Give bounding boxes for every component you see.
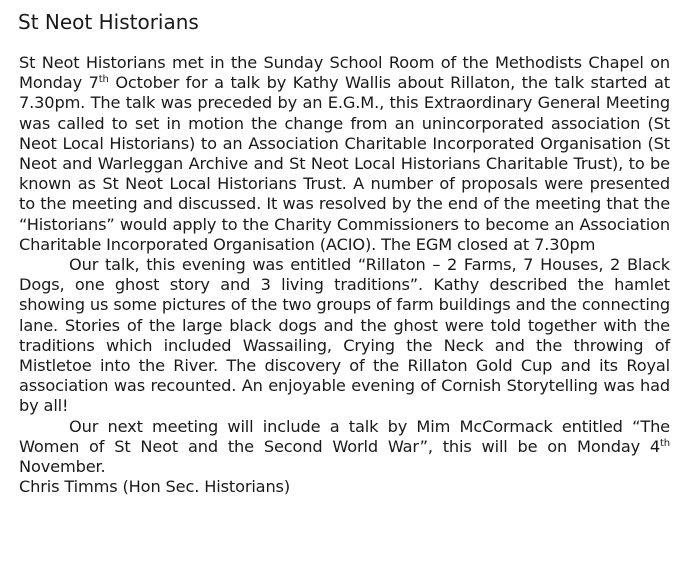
paragraph-text: November. <box>19 457 106 477</box>
paragraph-talk-summary: Our talk, this evening was entitled “Rillaton – 2 Farms, 7 Houses, 2 Black Dogs, one ghost story and 3 living traditions”. Kathy described the hamlet showing us some pictures of the two groups of farm buildings and the connecting lane. Stories of the large black dogs and the ghost were told together with the traditions which included Wassailing, Crying the Neck and the throwing of Mistletoe into the River. The discovery of the Rillaton Gold Cup and its Royal association was recounted. An enjoyable evening of Cornish Storytelling was had by all! <box>19 255 670 416</box>
paragraph-text: October for a talk by Kathy Wallis about Rillaton, the talk started at 7.30pm. The talk was preceded by an E.G.M., this Extraordinary General Meeting was called to set in motion the change from an unincorporated association (St Neot Local Historians) to an Association Charitable Incorporated Organisation (St Neot and Warleggan Archive and St Neot Local Historians Charitable Trust), to be known as St Neot Local Historians Trust. A number of proposals were presented to the meeting and discussed. It was resolved by the end of the meeting that the “Historians” would apply to the Charity Commissioners to become an Association Charitable Incorporated Organisation (ACIO). The EGM closed at 7.30pm <box>19 73 670 254</box>
signature: Chris Timms (Hon Sec. Historians) <box>19 477 291 497</box>
paragraph-text: St Neot Historians met in the Sunday School Room of the Methodists Chapel on Monday 7 <box>19 53 670 93</box>
paragraph-meeting-report <box>19 53 670 255</box>
ordinal-suffix: th <box>98 74 109 86</box>
article-body <box>19 53 670 497</box>
paragraph-text: Our next meeting will include a talk by Mim McCormack entitled “The Women of St Neot and the Second World War”, this will be on Monday 4 <box>19 416 670 456</box>
paragraph-next-meeting <box>19 417 670 478</box>
ordinal-suffix: th <box>660 437 670 449</box>
section-heading: St Neot Historians <box>18 10 199 34</box>
